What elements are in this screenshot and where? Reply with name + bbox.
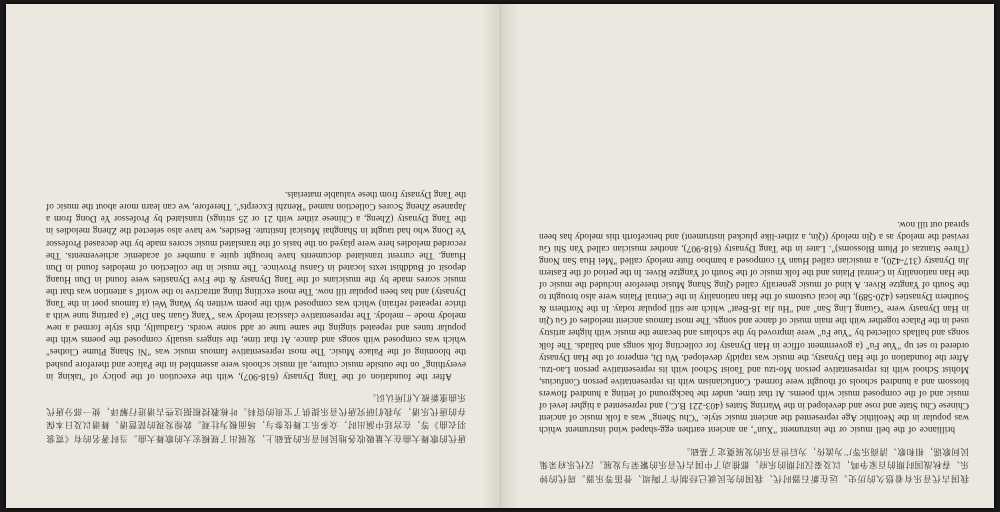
booklet-spread	[6, 4, 994, 508]
right-page	[501, 4, 995, 508]
right-page-content	[539, 64, 969, 484]
right-chinese-text: 我国古代音乐有着悠久的历史。远在新石器时代，我国的先民就已经制作了陶埙、骨笛等乐器。周代的钟乐、春秋战国时期的百家争鸣，以及秦汉时期的乐府，都推动了中国古代音乐的繁荣与发展。汉代乐府采集民间歌谣，相和歌、清商乐等广为流传，为后世音乐的发展奠定了基础。	[538, 445, 969, 483]
right-english-text	[539, 218, 969, 436]
left-page	[6, 4, 501, 508]
right-english-paragraph: brilliance of the bell music or the instrument "Xun", an ancient earthen egg-shaped wind instrument which was popular in the Neolithic Age represented the ancient music style. "Chu Sheng" was a folk music of ancient Chinese Chu State and rose and developed in the Warring States (403-221 B.C.) and represented a higher level of music and of the composed music with poems. At that time, under the background of letting a hundred flowers blossom and a hundred schools of thought were formed. Confucianism with its representative person Confucius, Mohist School with its representative person Mo-tzu and Taoist School with its representative person Lao-tzu. After the foundation of the Han Dynasty, the music was rapidly developed. Wu Di, emperor of the Han Dynasty ordered to set up "Yue Fu" (a government office in Han Dynasty for collecting folk songs and ballads. The folk songs and ballads collected by "Yue Fu" were improved by the scholars and became the music with higher artistry used in the Palace together with the main music of dance and songs. The most famous ancient melodies of Gu Qin in Han Dynasty were "Guang Ling San" and "Hu Jia 18-Beat" which are still popular today. In the Northern & Southern Dynasties (420-589), the local customs of the Han nationality in the Central Plains were also brought to the South of Yangtze River. A kind of music generally called Qing Shang Music therefore included the music of the Han nationality in Central Plains and the folk music of the South of Yangtze River. In the period of the Eastern Jin Dynasty (317-420), a musician called Huan Yi composed a bamboo flute melody called "Mei Hua San Nong (Three Stanzas of Plum Blossoms)". Later in the Tang Dynasty (618-907), another musician called Yan Shi Gu revised the melody as a Qin melody (Qin, a zither-like plucked instrument) and henceforth this melody has been spread out till now.	[538, 218, 969, 435]
left-page-content	[46, 72, 466, 444]
left-english-text	[46, 188, 466, 382]
left-chinese-text: 唐代的歌舞大曲在大量吸收各地民间音乐的基础上，发展出了规模宏大的歌舞大曲。当时著名的有《霓裳羽衣曲》等，在宫廷中演出时，众多乐工舞伎参与，场面极为壮观。敦煌发现的琵琶谱、舞谱以及日本保存的唐代乐谱，为我们研究唐代音乐提供了宝贵的资料。叶栋教授根据这些古谱进行解译，使一部分唐代乐曲重新被人们所认识。	[46, 392, 466, 443]
left-english-paragraph: After the foundation of the Tang Dynasty (618-907), with the execution of the policy of "taking in everything" on the outside music culture, all music schools were assembled in the Palace and therefore pushed the blooming of the Palace Music. The most representative famous music was "Ni Shang Plume Clothes" which was composed with songs and dance. At that time, the singers usually composed the poems with the popular tunes and repeated singing the same tune or add some words. Gradually, this style formed a new melody mode – melody. The representative classical melody was "Yang Guan San Die" (a parting tune with a thrice repeated refrain) which was composed with the poem written by Wang Wei (a famous poet in the Tang Dynasty) and has been popular till now. The most exciting thing attractive to the world' s attention was that the music scores made by the musicians of the Tang Dynasty & the Five Dynasties were found in Dun Huang deposit of Buddhist texts located in Gansu Province. The music in the collection of melodies found in Dun Huang. The current translated documents have brought quite a number of academic achievements. The recorded melodies here were played on the basis of the translated music scores made by the deceased Professor Ye Dong who had taught in Shanghai Musical Institute. Besides, we have also selected the Zheng melodies in the Tang Dynasty (Zheng, a Chinese zither with 21 or 25 strings) translated by Professor Ye Dong from a Japanese Zheng Scores Collection named "Renzhi Excerpts". Therefore, we can learn more about the music of the Tang Dynasty from these valuable materials.	[46, 189, 466, 381]
